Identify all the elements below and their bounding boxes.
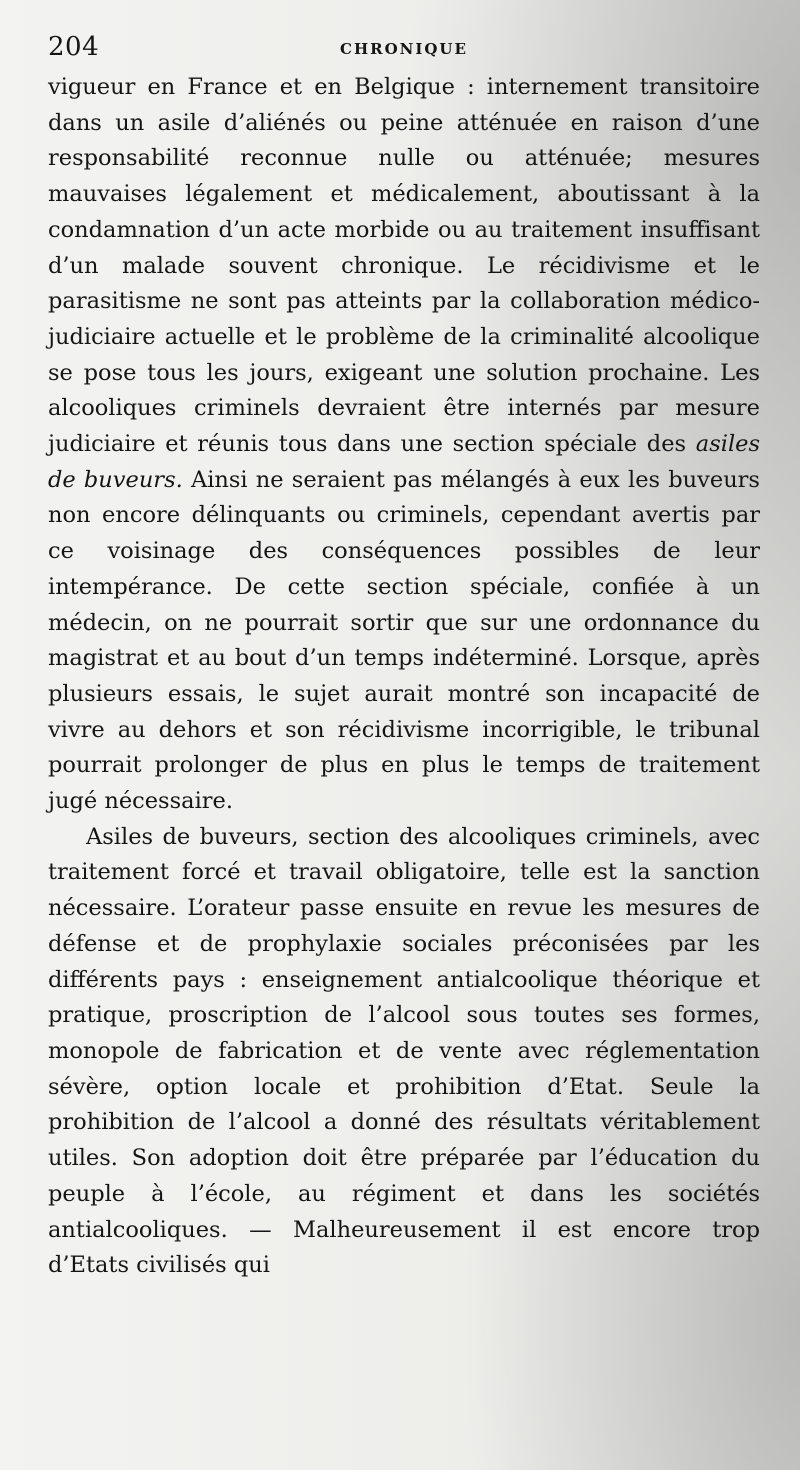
running-head: CHRONIQUE [340, 40, 468, 58]
paragraph-1-text-a: vigueur en France et en Belgique : internement transitoire dans un asile d’aliénés ou peine atténuée en raison d’une responsabilité reconnue nulle ou atténuée; mesures mauvaises légalement et médicalement, aboutissant à la condamnation d’un acte morbide ou au traitement insuffisant d’un malade souvent chronique. Le récidivisme et le parasitisme ne sont pas atteints par la collaboration médico-judiciaire actuelle et le problème de la criminalité alcoolique se pose tous les jours, exigeant une solution prochaine. Les alcooliques criminels devraient être internés par mesure judiciaire et réunis tous dans une section spéciale des [48, 74, 760, 458]
paragraph-1-text-b: Ainsi ne seraient pas mélangés à eux les buveurs non encore délinquants ou criminels, cependant avertis par ce voisinage des conséquences possibles de leur intempérance. De cette section spéciale, confiée à un médecin, on ne pourrait sortir que sur une ordonnance du magistrat et au bout d’un temps indéterminé. Lorsque, après plusieurs essais, le sujet aurait montré son incapacité de vivre au dehors et son récidivisme incorrigible, le tribunal pourrait prolonger de plus en plus le temps de traitement jugé nécessaire. [48, 466, 760, 815]
page-number: 204 [48, 32, 100, 62]
paragraph-2: Asiles de buveurs, section des alcooliques criminels, avec traitement forcé et travail obligatoire, telle est la sanction nécessaire. L’orateur passe ensuite en revue les mesures de défense et de prophylaxie sociales préconisées par les différents pays : enseignement antialcoolique théorique et pratique, proscription de l’alcool sous toutes ses formes, monopole de fabrication et de vente avec réglementation sévère, option locale et prohibition d’Etat. Seule la prohibition de l’alcool a donné des résultats véritablement utiles. Son adoption doit être préparée par l’éducation du peuple à l’école, au régiment et dans les sociétés antialcooliques. — Malheureusement il est encore trop d’Etats civilisés qui [48, 823, 760, 1279]
italic-term-asiles-de-buveurs: asiles de buveurs. [48, 431, 760, 493]
body-text [48, 70, 760, 1284]
paragraph-1 [48, 70, 760, 820]
page-header [48, 30, 760, 70]
